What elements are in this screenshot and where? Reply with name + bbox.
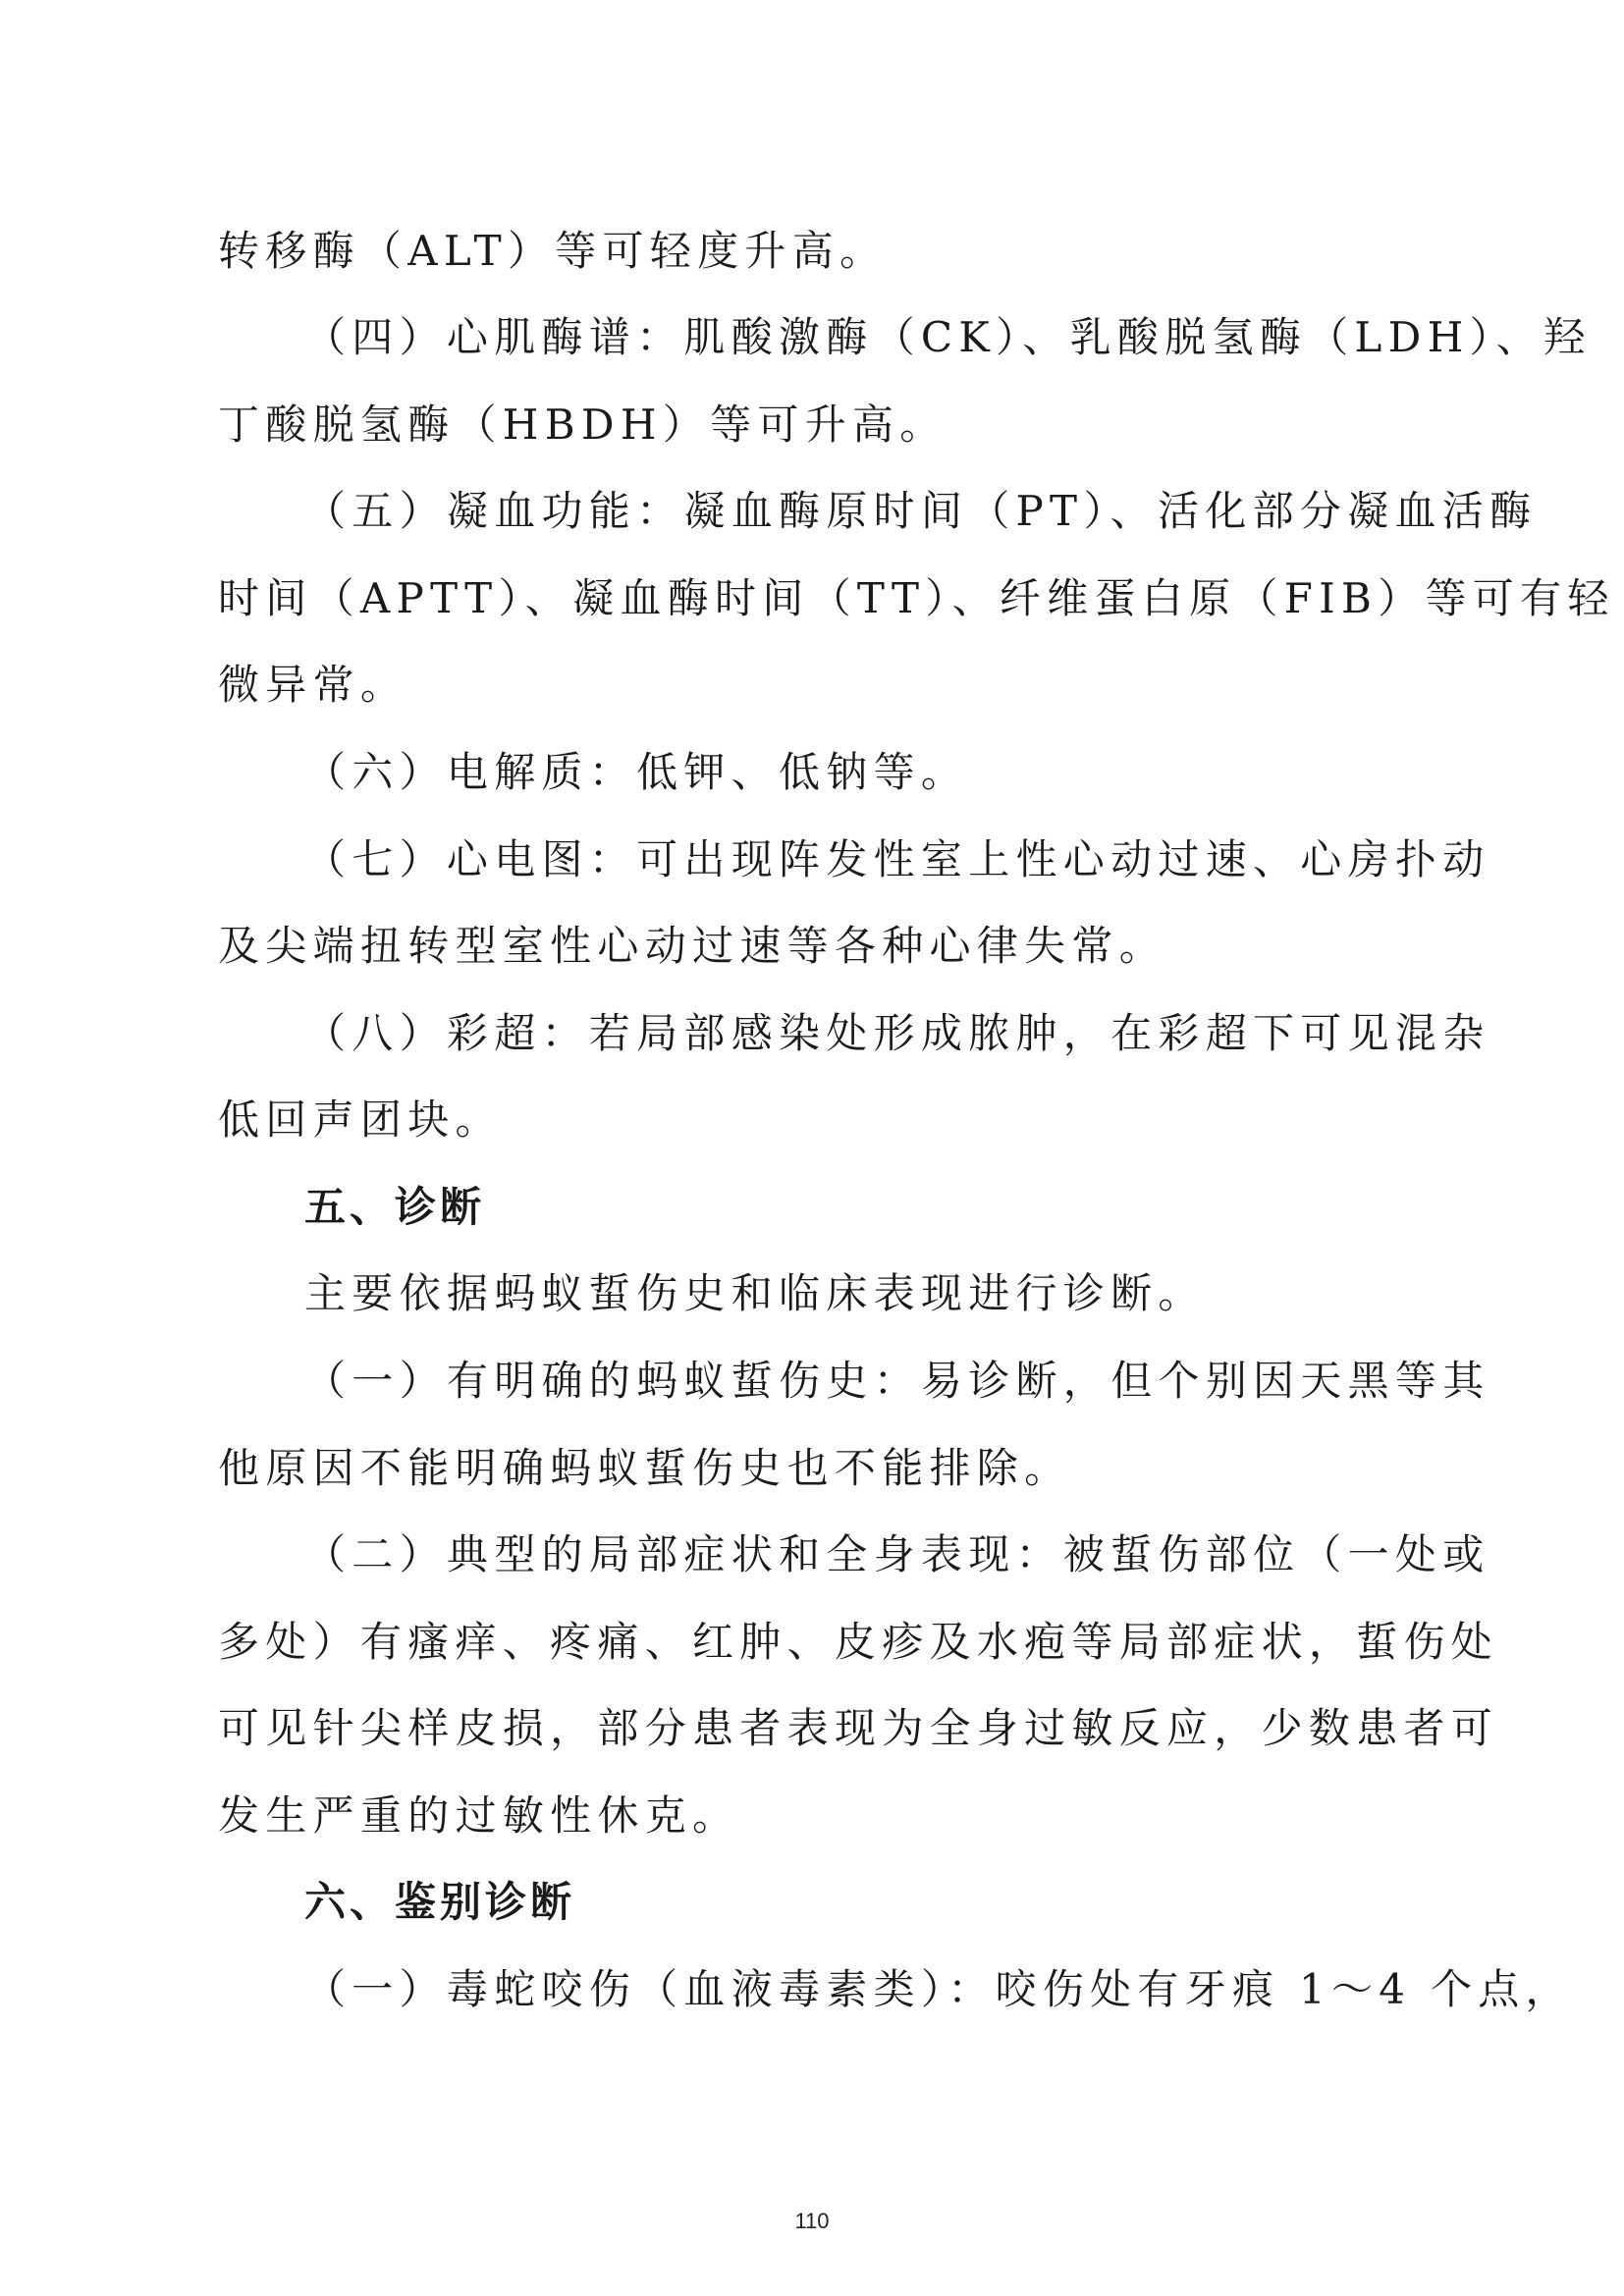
section-heading-diagnosis: 五、诊断: [304, 1183, 486, 1231]
page-number: 110: [794, 2209, 830, 2233]
paragraph-typical-symptoms: （二）典型的局部症状和全身表现：被蜇伤部位（一处或: [304, 1530, 1490, 1578]
text-line: 及尖端扭转型室性心动过速等各种心律失常。: [218, 922, 1167, 970]
text-line: 微异常。: [218, 661, 408, 709]
paragraph-snake-bite: （一）毒蛇咬伤（血液毒素类）：咬伤处有牙痕 1～4 个点，: [304, 1965, 1573, 2013]
text-line: 低回声团块。: [218, 1095, 503, 1144]
paragraph-ecg: （七）心电图：可出现阵发性室上性心动过速、心房扑动: [304, 835, 1490, 883]
text-line: 转移酶（ALT）等可轻度升高。: [218, 227, 888, 275]
paragraph-ultrasound: （八）彩超：若局部感染处形成脓肿，在彩超下可见混杂: [304, 1009, 1490, 1057]
section-heading-differential-diagnosis: 六、鉴别诊断: [304, 1878, 576, 1926]
text-line: 可见针尖样皮损，部分患者表现为全身过敏反应，少数患者可: [218, 1704, 1499, 1752]
text-line: 时间（APTT）、凝血酶时间（TT）、纤维蛋白原（FIB）等可有轻: [218, 574, 1615, 622]
text-line: 发生严重的过敏性休克。: [218, 1791, 740, 1840]
paragraph-cardiac-enzymes: （四）心肌酶谱：肌酸激酶（CK）、乳酸脱氢酶（LDH）、羟: [304, 313, 1592, 361]
paragraph-diagnosis-basis: 主要依据蚂蚁蜇伤史和临床表现进行诊断。: [304, 1269, 1206, 1317]
paragraph-electrolytes: （六）电解质：低钾、低钠等。: [304, 748, 969, 796]
text-line: 他原因不能明确蚂蚁蜇伤史也不能排除。: [218, 1444, 1072, 1492]
paragraph-coagulation: （五）凝血功能：凝血酶原时间（PT）、活化部分凝血活酶: [304, 487, 1538, 535]
paragraph-sting-history: （一）有明确的蚂蚁蜇伤史：易诊断，但个别因天黑等其: [304, 1357, 1490, 1405]
text-line: 丁酸脱氢酶（HBDH）等可升高。: [218, 400, 947, 449]
text-line: 多处）有瘙痒、疼痛、红肿、皮疹及水疱等局部症状，蜇伤处: [218, 1618, 1499, 1666]
